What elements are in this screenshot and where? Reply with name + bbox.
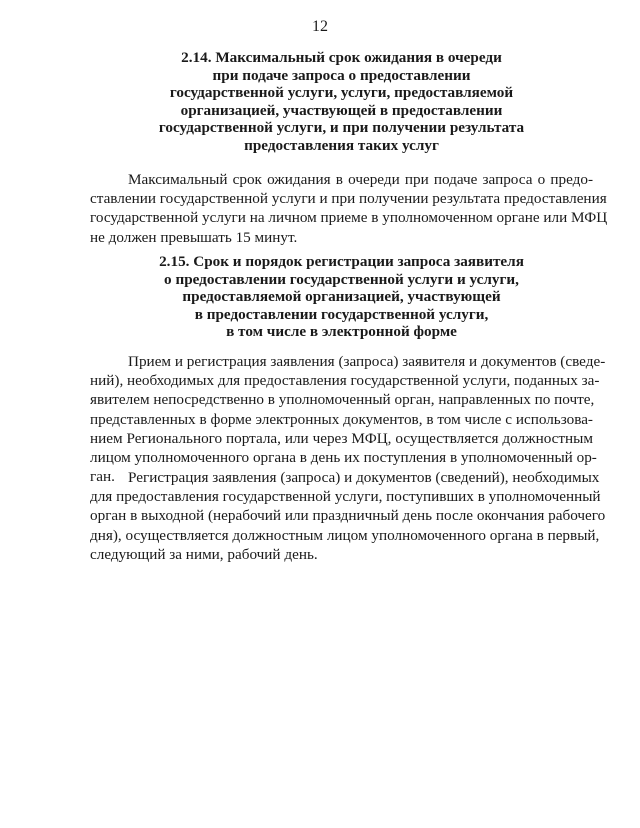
paragraph-line: следующий за ними, рабочий день. bbox=[90, 545, 318, 563]
paragraph-line: явителем непосредственно в уполномоченный орган, направленных по почте, bbox=[90, 391, 595, 409]
paragraph-line: государственной услуги на личном приеме в уполномоченном органе или МФЦ bbox=[90, 209, 608, 227]
section-2-14-heading bbox=[90, 49, 593, 155]
heading-line: при подаче запроса о предоставлении bbox=[212, 66, 471, 84]
paragraph-line: ний), необходимых для предоставления государственной услуги, поданных за- bbox=[90, 372, 600, 390]
heading-line: 2.15. Срок и порядок регистрации запроса заявителя bbox=[159, 253, 524, 270]
section-2-14-paragraph bbox=[90, 170, 608, 247]
paragraph-line: для предоставления государственной услуги, поступивших в уполномоченный bbox=[90, 488, 601, 506]
paragraph-line: Максимальный срок ожидания в очереди при подаче запроса о предо- bbox=[128, 171, 593, 188]
section-2-15-heading bbox=[90, 253, 593, 341]
page-number: 12 bbox=[312, 18, 328, 35]
paragraph-line: ган. bbox=[90, 468, 115, 486]
paragraph-line: представленных в форме электронных документов, в том числе с использова- bbox=[90, 410, 593, 428]
heading-line: в том числе в электронной форме bbox=[226, 323, 457, 341]
heading-line: в предоставлении государственной услуги, bbox=[194, 305, 489, 323]
paragraph-line: нием Регионального портала, или через МФЦ, осуществляется должностным bbox=[90, 429, 593, 447]
heading-line: государственной услуги, услуги, предоставляемой bbox=[169, 84, 514, 102]
heading-line: предоставляемой организацией, участвующей bbox=[182, 288, 501, 306]
paragraph-line: лицом уполномоченного органа в день их поступления в уполномоченный ор- bbox=[90, 449, 597, 467]
heading-line: о предоставлении государственной услуги и услуги, bbox=[164, 270, 519, 288]
heading-line: организацией, участвующей в предоставлении bbox=[180, 101, 503, 119]
paragraph-line: орган в выходной (нерабочий или праздничный день после окончания рабочего bbox=[90, 507, 606, 525]
heading-line: 2.14. Максимальный срок ожидания в очереди bbox=[181, 49, 502, 66]
paragraph-line: Прием и регистрация заявления (запроса) заявителя и документов (сведе- bbox=[128, 353, 606, 370]
section-2-15-paragraph-2 bbox=[90, 468, 606, 564]
paragraph-line: Регистрация заявления (запроса) и документов (сведений), необходимых bbox=[128, 469, 600, 486]
paragraph-line: дня), осуществляется должностным лицом уполномоченного органа в первый, bbox=[90, 526, 600, 544]
section-2-15-paragraph-1 bbox=[90, 352, 606, 486]
paragraph-line: не должен превышать 15 минут. bbox=[90, 228, 298, 246]
heading-line: предоставления таких услуг bbox=[244, 136, 439, 154]
paragraph-line: ставлении государственной услуги и при получении результата предоставления bbox=[90, 190, 607, 208]
heading-line: государственной услуги, и при получении результата bbox=[158, 119, 525, 137]
